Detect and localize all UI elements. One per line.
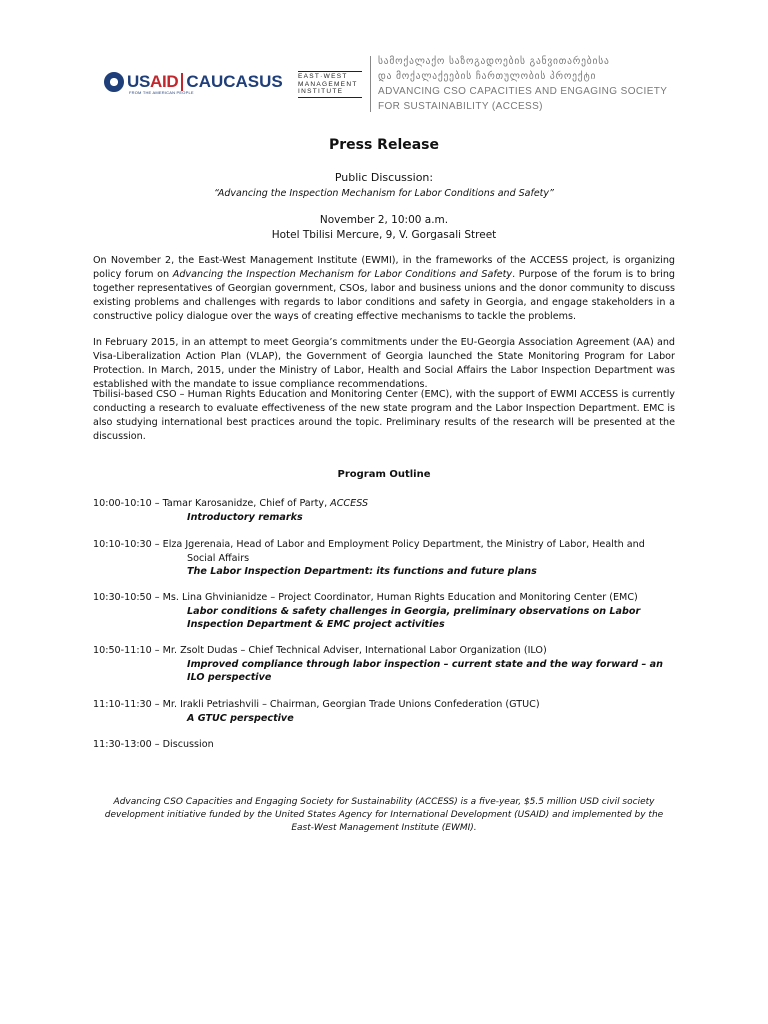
program-item: [93, 738, 683, 752]
ewmi-line-3: INSTITUTE: [298, 88, 344, 95]
paragraph-research: Tbilisi-based CSO – Human Rights Education and Monitoring Center (EMC), with the support of EWMI ACCESS is currently conducting a research to evaluate effectiveness of the new state program and the Labor Inspection Department. EMC is also studying international best practices around the topic. Preliminary results of the research will be presented at the discussion.: [93, 389, 675, 442]
program-item: [93, 497, 683, 524]
program-item-time-speaker: 10:10-10:30 – Elza Jgerenaia, Head of Labor and Employment Policy Department, the Ministry of Labor, Health and: [93, 539, 645, 550]
program-item-speaker-org: ACCESS: [330, 498, 369, 509]
usaid-prefix: US: [127, 72, 151, 91]
georgian-title-line-1: სამოქალაქო საზოგადოების განვითარებისა: [378, 56, 610, 67]
program-item: [93, 538, 683, 579]
usaid-tagline: FROM THE AMERICAN PEOPLE: [129, 90, 194, 95]
program-item-topic-cont: Inspection Department & EMC project activities: [187, 619, 445, 630]
program-outline-title: Program Outline: [337, 469, 431, 480]
program-item: [93, 698, 683, 725]
page-title: Press Release: [328, 137, 440, 153]
footer-note: Advancing CSO Capacities and Engaging Society for Sustainability (ACCESS) is a five-year, $5.5 million USD civil society development initiative funded by the United States Agency for International Development (USAID) and implemented by the East-West Management Institute (EWMI).: [104, 797, 664, 833]
paragraph-intro-part-1: On November 2, the East-West Management Institute (EWMI), in the frameworks of the ACCESS project, is organizing policy forum on: [93, 255, 675, 280]
georgian-title-line-2: და მოქალაქეების ჩართულობის პროექტი: [378, 71, 597, 82]
program-item: [93, 591, 683, 632]
english-title-line-1: ADVANCING CSO CAPACITIES AND ENGAGING SOCIETY: [378, 86, 668, 97]
program-item-topic: A GTUC perspective: [187, 712, 294, 724]
program-item-topic: Introductory remarks: [187, 511, 303, 523]
program-item-topic-cont: ILO perspective: [187, 672, 272, 683]
program-item-topic: The Labor Inspection Department: its functions and future plans: [187, 566, 537, 577]
program-item-time-speaker: 10:00-10:10 – Tamar Karosanidze, Chief of Party,: [93, 498, 331, 509]
paragraph-intro-italic: Advancing the Inspection Mechanism for Labor Conditions and Safety: [172, 269, 513, 280]
program-item: [93, 644, 683, 685]
logo-separator: [181, 73, 183, 91]
program-item-topic: Labor conditions & safety challenges in Georgia, preliminary observations on Labor: [187, 605, 641, 617]
caucasus-wordmark: CAUCASUS: [186, 72, 283, 91]
program-item-speaker-cont: Social Affairs: [187, 552, 250, 564]
ewmi-line-1: EAST·WEST: [298, 73, 348, 80]
header-divider: [370, 56, 371, 112]
english-title-line-2: FOR SUSTAINABILITY (ACCESS): [378, 101, 543, 112]
program-item-time-speaker: 11:30-13:00 – Discussion: [93, 739, 214, 750]
event-venue: Hotel Tbilisi Mercure, 9, V. Gorgasali Street: [271, 229, 497, 241]
usaid-suffix: AID: [150, 72, 179, 91]
program-item-time-speaker: 11:10-11:30 – Mr. Irakli Petriashvili – Chairman, Georgian Trade Unions Confederation (GTUC): [93, 699, 540, 710]
usaid-seal-icon: [104, 72, 124, 92]
paragraph-background: In February 2015, in an attempt to meet Georgia’s commitments under the EU-Georgia Association Agreement (AA) and Visa-Liberalization Action Plan (VLAP), the Government of Georgia launched the State Monitoring Program for Labor Protection. In March, 2015, under the Ministry of Labor, Health and Social Affairs the Labor Inspection Department was established with the mandate to issue compliance recommendations.: [93, 337, 675, 390]
program-item-topic: Improved compliance through labor inspection – current state and the way forward – an: [187, 658, 663, 670]
event-subtitle: Public Discussion:: [334, 171, 434, 184]
access-project-logo: [378, 54, 668, 114]
ewmi-logo: [298, 71, 362, 98]
ewmi-line-2: MANAGEMENT: [298, 80, 358, 88]
event-date: November 2, 10:00 a.m.: [319, 214, 449, 226]
event-topic: “Advancing the Inspection Mechanism for Labor Conditions and Safety”: [214, 188, 554, 199]
program-item-time-speaker: 10:50-11:10 – Mr. Zsolt Dudas – Chief Technical Adviser, International Labor Organization (ILO): [93, 645, 547, 656]
program-item-time-speaker: 10:30-10:50 – Ms. Lina Ghvinianidze – Project Coordinator, Human Rights Education and Monitoring Center (EMC): [93, 592, 638, 603]
paragraph-intro: [93, 254, 675, 324]
paragraph-intro-part-2: . Purpose of the forum is to bring together representatives of Georgian government, CSOs, labor and business unions and the donor community to discuss existing problems and challenges with regards to labor conditions and safety in Georgia, and engage stakeholders in a constructive policy dialogue over the ways of creating effective mechanisms to tackle the problems.: [93, 269, 675, 322]
